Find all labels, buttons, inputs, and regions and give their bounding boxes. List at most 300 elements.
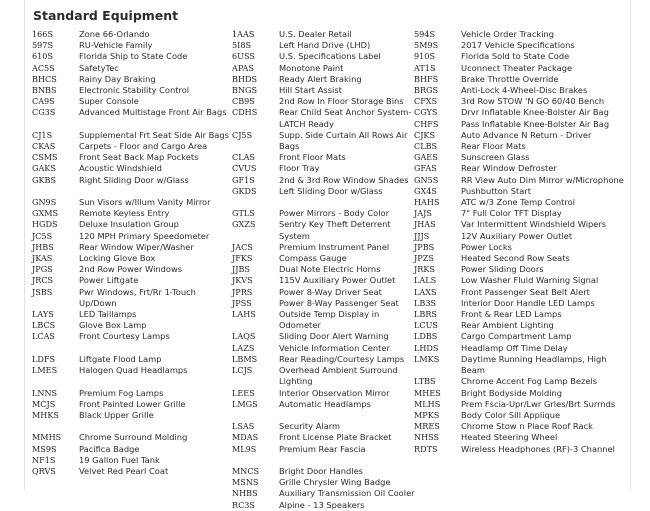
equipment-row xyxy=(32,331,237,342)
equipment-row xyxy=(232,74,417,85)
equipment-row xyxy=(32,119,237,130)
equipment-code: 597S xyxy=(32,40,53,51)
equipment-description: Locking Glove Box xyxy=(79,253,156,264)
equipment-row xyxy=(232,242,417,253)
equipment-row xyxy=(32,399,237,410)
equipment-column-2 xyxy=(232,29,417,511)
equipment-row xyxy=(414,432,629,443)
equipment-code: NHSS xyxy=(414,432,440,443)
equipment-code: CA9S xyxy=(32,96,55,107)
equipment-row xyxy=(414,444,629,455)
equipment-row xyxy=(232,365,417,387)
equipment-code: LAHS xyxy=(232,309,256,320)
equipment-code: CGYS xyxy=(414,107,438,118)
equipment-code: JPZS xyxy=(414,253,434,264)
equipment-code: JJBS xyxy=(232,264,250,275)
equipment-row xyxy=(414,163,629,174)
equipment-description: Front Seat Back Map Pockets xyxy=(79,152,199,163)
equipment-row xyxy=(32,253,237,264)
equipment-row xyxy=(32,175,237,186)
equipment-row xyxy=(414,343,629,354)
equipment-code: JFKS xyxy=(232,253,253,264)
equipment-code: MNCS xyxy=(232,465,260,476)
equipment-code: LAXS xyxy=(414,286,437,297)
equipment-row xyxy=(414,231,629,242)
equipment-code: GKDS xyxy=(232,185,257,196)
equipment-row xyxy=(414,298,629,309)
equipment-code xyxy=(32,421,79,432)
equipment-row xyxy=(32,421,237,432)
equipment-code: MSNS xyxy=(232,477,259,488)
equipment-description: Front License Plate Bracket xyxy=(279,432,392,443)
equipment-description: 2nd Row Power Windows xyxy=(79,264,183,275)
equipment-row xyxy=(232,432,417,443)
equipment-row xyxy=(232,107,417,129)
equipment-row xyxy=(414,175,629,186)
equipment-row xyxy=(32,163,237,174)
equipment-description: Zone 66-Orlando xyxy=(79,29,150,39)
equipment-row xyxy=(414,85,629,96)
equipment-description: 120 MPH Primary Speedometer xyxy=(79,230,210,241)
equipment-row xyxy=(32,96,237,107)
equipment-row xyxy=(414,141,629,152)
equipment-description: Ready Alert Braking xyxy=(279,73,362,84)
equipment-description: Pwr Windows, Frt/Rr 1-Touch Up/Down xyxy=(79,286,196,308)
equipment-row xyxy=(32,432,237,443)
equipment-description: Super Console xyxy=(79,96,139,107)
equipment-code: 5I8S xyxy=(232,40,252,51)
equipment-code: LSAS xyxy=(232,421,255,432)
equipment-code: GAKS xyxy=(32,163,56,174)
equipment-row xyxy=(32,354,237,365)
equipment-code: GTLS xyxy=(232,208,255,219)
equipment-description: Power 8-Way Driver Seat xyxy=(279,286,382,297)
equipment-code: JJJS xyxy=(414,230,430,241)
equipment-row xyxy=(32,388,237,399)
equipment-description: Rear Window Wiper/Washer xyxy=(79,241,194,252)
equipment-description: Black Upper Grille xyxy=(79,409,154,420)
equipment-row xyxy=(414,287,629,298)
equipment-description: Power Mirrors - Body Color xyxy=(279,208,390,219)
equipment-description: Rear Ambient Lighting xyxy=(461,320,554,331)
equipment-row xyxy=(232,455,417,466)
equipment-description: Rear Floor Mats xyxy=(461,141,526,152)
equipment-row xyxy=(414,388,629,399)
equipment-description: Front Floor Mats xyxy=(279,152,346,163)
equipment-code: BHCS xyxy=(32,73,57,84)
equipment-code: JPSS xyxy=(232,297,252,308)
equipment-description: Prem Fscia-Upr/Lwr Grles/Brt Surrnds xyxy=(461,398,616,409)
equipment-description: Halogen Quad Headlamps xyxy=(79,365,188,376)
equipment-code: CSMS xyxy=(32,152,58,163)
equipment-code: HAHS xyxy=(414,197,440,208)
equipment-description: Low Washer Fluid Warning Signal xyxy=(461,275,599,286)
equipment-row xyxy=(414,253,629,264)
equipment-row xyxy=(232,477,417,488)
equipment-description: Advanced Multistage Front Air Bags xyxy=(79,107,227,118)
equipment-row xyxy=(32,309,237,320)
equipment-code: CG3S xyxy=(32,107,56,118)
equipment-code: GN9S xyxy=(32,197,57,208)
equipment-description: Pass Inflatable Knee-Bolster Air Bag xyxy=(461,118,610,129)
equipment-code: APAS xyxy=(232,62,254,73)
equipment-row xyxy=(414,264,629,275)
equipment-row xyxy=(232,444,417,455)
equipment-row xyxy=(32,40,237,51)
equipment-description: 19 Gallon Fuel Tank xyxy=(79,454,160,465)
equipment-description: Anti-Lock 4-Wheel-Disc Brakes xyxy=(461,85,588,96)
equipment-row xyxy=(414,354,629,376)
equipment-row xyxy=(32,141,237,152)
equipment-code: MS9S xyxy=(32,443,57,454)
equipment-row xyxy=(414,320,629,331)
equipment-row xyxy=(414,421,629,432)
equipment-row xyxy=(32,130,237,141)
equipment-code: CJKS xyxy=(414,129,436,140)
equipment-row xyxy=(232,85,417,96)
equipment-description: Uconnect Theater Package xyxy=(461,62,573,73)
equipment-code xyxy=(32,119,79,130)
equipment-description: Pushbutton Start xyxy=(461,185,531,196)
equipment-description: Sentry Key Theft Deterrent System xyxy=(279,219,391,241)
equipment-code: CDHS xyxy=(232,107,258,118)
equipment-description: Daytime Running Headlamps, High Beam xyxy=(461,353,607,376)
equipment-code: LAQS xyxy=(232,331,256,342)
equipment-description: 7" Full Color TFT Display xyxy=(461,208,562,219)
equipment-description: Sunscreen Glass xyxy=(461,152,530,163)
equipment-row xyxy=(414,96,629,107)
equipment-row xyxy=(32,63,237,74)
equipment-description: Body Color Sill Applique xyxy=(461,409,561,420)
equipment-row xyxy=(414,331,629,342)
equipment-row xyxy=(32,242,237,253)
equipment-code: GKBS xyxy=(32,174,57,185)
equipment-row xyxy=(414,197,629,208)
equipment-row xyxy=(232,298,417,309)
equipment-row xyxy=(32,444,237,455)
equipment-row xyxy=(32,186,237,197)
equipment-code: LAYS xyxy=(32,309,54,320)
equipment-row xyxy=(232,29,417,40)
equipment-row xyxy=(232,40,417,51)
equipment-code: HGDS xyxy=(32,219,58,230)
equipment-description: Rear Reading/Courtesy Lamps xyxy=(279,353,405,364)
equipment-code: QRVS xyxy=(32,465,56,476)
equipment-code: 1AAS xyxy=(232,29,255,39)
equipment-row xyxy=(32,85,237,96)
equipment-code: LMES xyxy=(32,365,58,376)
equipment-description: Acoustic Windshield xyxy=(79,163,162,174)
equipment-code: AT1S xyxy=(414,62,436,73)
equipment-code: LDBS xyxy=(414,331,438,342)
equipment-row xyxy=(232,309,417,331)
equipment-description: Chrome Surround Molding xyxy=(79,432,188,443)
equipment-code: CJ1S xyxy=(32,129,53,140)
equipment-row xyxy=(232,388,417,399)
equipment-row xyxy=(232,175,417,186)
equipment-code: CLBS xyxy=(414,141,438,152)
equipment-code: 910S xyxy=(414,51,435,62)
equipment-code: MMHS xyxy=(32,432,62,443)
equipment-code: LCUS xyxy=(414,320,438,331)
equipment-description: Interior Observation Mirror xyxy=(279,387,390,398)
equipment-code: 166S xyxy=(32,29,53,39)
equipment-code: JPBS xyxy=(414,241,435,252)
equipment-row xyxy=(232,63,417,74)
equipment-row xyxy=(232,354,417,365)
equipment-description: Deluxe Insulation Group xyxy=(79,219,179,230)
equipment-row xyxy=(32,455,237,466)
equipment-description: Supp. Side Curtain All Rows Air Bags xyxy=(279,129,408,152)
equipment-description: Premium Instrument Panel xyxy=(279,241,390,252)
equipment-row xyxy=(32,231,237,242)
equipment-description: U.S. Dealer Retail xyxy=(279,29,352,39)
equipment-code: LAZS xyxy=(232,342,255,353)
equipment-row xyxy=(232,96,417,107)
equipment-code: LNNS xyxy=(32,387,58,398)
equipment-row xyxy=(32,107,237,118)
equipment-row xyxy=(414,130,629,141)
equipment-description: Floor Tray xyxy=(279,163,320,174)
equipment-description: Supplemental Frt Seat Side Air Bags xyxy=(79,129,229,140)
equipment-description: RR View Auto Dim Mirror w/Microphone xyxy=(461,174,624,185)
equipment-description: Rear Window Defroster xyxy=(461,163,557,174)
equipment-code: MPKS xyxy=(414,409,440,420)
equipment-description: Left Sliding Door w/Glass xyxy=(279,185,383,196)
equipment-row xyxy=(232,51,417,62)
equipment-row xyxy=(414,107,629,118)
equipment-code: RC3S xyxy=(232,499,255,510)
equipment-row xyxy=(414,63,629,74)
equipment-code: CFXS xyxy=(414,96,438,107)
equipment-code: JKAS xyxy=(32,253,53,264)
equipment-code xyxy=(232,455,279,466)
equipment-description: Chrome Accent Fog Lamp Bezels xyxy=(461,376,598,387)
equipment-code: LDFS xyxy=(32,353,56,364)
equipment-code: CHFS xyxy=(414,118,439,129)
equipment-description: Outside Temp Display in Odometer xyxy=(279,309,380,331)
equipment-row xyxy=(232,152,417,163)
equipment-description: Sun Visors w/Illum Vanity Mirror xyxy=(79,197,211,208)
equipment-description: 2nd & 3rd Row Window Shades xyxy=(279,174,409,185)
equipment-code: NHBS xyxy=(232,488,258,499)
equipment-row xyxy=(414,399,629,410)
equipment-row xyxy=(232,253,417,264)
equipment-code: JACS xyxy=(232,241,253,252)
equipment-code: MRES xyxy=(414,421,440,432)
equipment-code: JPRS xyxy=(232,286,253,297)
equipment-code: JRKS xyxy=(414,264,435,275)
equipment-code: JKVS xyxy=(232,275,253,286)
equipment-row xyxy=(414,208,629,219)
equipment-code: LBMS xyxy=(232,353,258,364)
equipment-code: MCJS xyxy=(32,398,56,409)
equipment-description: Headlamp Off Time Delay xyxy=(461,342,568,353)
equipment-code: GF1S xyxy=(232,174,255,185)
equipment-row xyxy=(32,410,237,421)
equipment-code: LMGS xyxy=(232,398,258,409)
equipment-code: GN5S xyxy=(414,174,439,185)
equipment-description: ATC w/3 Zone Temp Control xyxy=(461,197,576,208)
equipment-description: LED Taillamps xyxy=(79,309,137,320)
equipment-row xyxy=(414,74,629,85)
equipment-code xyxy=(32,376,79,387)
equipment-description: Chrome Stow n Place Roof Rack xyxy=(461,421,593,432)
equipment-description: 115V Auxiliary Power Outlet xyxy=(279,275,396,286)
equipment-code: CVUS xyxy=(232,163,257,174)
equipment-code: GX4S xyxy=(414,185,437,196)
equipment-column-1 xyxy=(32,29,237,477)
equipment-description: 3rd Row STOW 'N GO 60/40 Bench xyxy=(461,96,605,107)
equipment-code: MDAS xyxy=(232,432,259,443)
equipment-code: BNGS xyxy=(232,85,258,96)
equipment-column-3 xyxy=(414,29,629,455)
equipment-row xyxy=(32,376,237,387)
equipment-row xyxy=(232,163,417,174)
equipment-row xyxy=(32,365,237,376)
equipment-description: Wireless Headphones (RF)-3 Channel xyxy=(461,443,615,454)
equipment-description: Dual Note Electric Horns xyxy=(279,264,381,275)
equipment-row xyxy=(232,466,417,477)
equipment-row xyxy=(232,275,417,286)
equipment-code xyxy=(32,186,79,197)
equipment-code: JSBS xyxy=(32,286,53,297)
equipment-code xyxy=(232,197,279,208)
equipment-row xyxy=(414,29,629,40)
equipment-code: LB3S xyxy=(414,297,437,308)
equipment-description: Auto Advance N Return - Driver xyxy=(461,129,592,140)
equipment-description: Power 8-Way Passenger Seat xyxy=(279,297,399,308)
equipment-code: LCJS xyxy=(232,365,253,376)
equipment-description: 12V Auxiliary Power Outlet xyxy=(461,230,573,241)
equipment-description: 2017 Vehicle Specifications xyxy=(461,40,575,51)
equipment-description: U.S. Specifications Label xyxy=(279,51,381,62)
equipment-row xyxy=(414,309,629,320)
equipment-description: Liftgate Flood Lamp xyxy=(79,353,162,364)
equipment-description: Remote Keyless Entry xyxy=(79,208,170,219)
equipment-description: Premium Rear Fascia xyxy=(279,443,366,454)
equipment-code: BHDS xyxy=(232,73,258,84)
equipment-description: Interior Door Handle LED Lamps xyxy=(461,297,595,308)
equipment-code: LBRS xyxy=(414,309,437,320)
equipment-row xyxy=(232,488,417,499)
equipment-row xyxy=(414,40,629,51)
equipment-description: Security Alarm xyxy=(279,421,341,432)
equipment-row xyxy=(32,466,237,477)
equipment-row xyxy=(32,197,237,208)
equipment-description: Automatic Headlamps xyxy=(279,398,371,409)
equipment-description: Power Sliding Doors xyxy=(461,264,544,275)
equipment-row xyxy=(232,410,417,421)
equipment-description: Front Painted Lower Grille xyxy=(79,398,186,409)
equipment-row xyxy=(32,219,237,230)
equipment-description: Carpets - Floor and Cargo Area xyxy=(79,141,208,152)
equipment-description: Auxiliary Transmission Oil Cooler xyxy=(279,488,415,499)
equipment-code: GAES xyxy=(414,152,438,163)
equipment-row xyxy=(414,119,629,130)
equipment-code: JHBS xyxy=(32,241,54,252)
equipment-code: BRGS xyxy=(414,85,439,96)
equipment-description: Monotone Paint xyxy=(279,62,344,73)
equipment-code: NF1S xyxy=(32,454,56,465)
equipment-code: MLHS xyxy=(414,398,441,409)
equipment-row xyxy=(414,219,629,230)
equipment-code: 5M9S xyxy=(414,40,439,51)
equipment-row xyxy=(32,264,237,275)
equipment-row xyxy=(232,500,417,511)
equipment-row xyxy=(32,152,237,163)
equipment-row xyxy=(232,219,417,241)
equipment-row xyxy=(232,186,417,197)
equipment-description: Front Passenger Seat Belt Alert xyxy=(461,286,590,297)
equipment-row xyxy=(32,51,237,62)
equipment-row xyxy=(32,29,237,40)
equipment-code: CJ5S xyxy=(232,129,253,140)
equipment-description: SafetyTec xyxy=(79,62,119,73)
equipment-row xyxy=(32,343,237,354)
equipment-code: LMKS xyxy=(414,353,440,364)
equipment-description: Vehicle Information Center xyxy=(279,342,390,353)
equipment-description: Rainy Day Braking xyxy=(79,73,156,84)
equipment-description: Front Courtesy Lamps xyxy=(79,331,170,342)
equipment-code: GFAS xyxy=(414,163,437,174)
equipment-code: LBCS xyxy=(32,320,56,331)
equipment-description: Power Locks xyxy=(461,241,512,252)
equipment-row xyxy=(414,376,629,387)
equipment-description: Electronic Stability Control xyxy=(79,85,190,96)
equipment-row xyxy=(232,197,417,208)
equipment-row xyxy=(232,208,417,219)
equipment-description: Rear Child Seat Anchor System-LATCH Ready xyxy=(279,107,412,129)
equipment-row xyxy=(232,331,417,342)
equipment-description: Bright Door Handles xyxy=(279,465,363,476)
equipment-description: Left Hand Drive (LHD) xyxy=(279,40,371,51)
equipment-row xyxy=(32,287,237,309)
equipment-description: 2nd Row In Floor Storage Bins xyxy=(279,96,404,107)
equipment-row xyxy=(232,421,417,432)
equipment-row xyxy=(414,275,629,286)
equipment-code: LALS xyxy=(414,275,437,286)
equipment-description: Bright Bodyside Molding xyxy=(461,387,563,398)
equipment-description: Pacifica Badge xyxy=(79,443,140,454)
equipment-row xyxy=(32,320,237,331)
equipment-code xyxy=(232,410,279,421)
equipment-description: Heated Second Row Seats xyxy=(461,253,570,264)
equipment-row xyxy=(232,343,417,354)
equipment-code: ML9S xyxy=(232,443,257,454)
equipment-code: JAJS xyxy=(414,208,432,219)
equipment-code: BHFS xyxy=(414,73,439,84)
equipment-description: Sliding Door Alert Warning xyxy=(279,331,389,342)
equipment-row xyxy=(414,152,629,163)
equipment-description: Alpine - 13 Speakers xyxy=(279,499,365,510)
equipment-description: Vehicle Order Tracking xyxy=(461,29,555,39)
equipment-code: CKAS xyxy=(32,141,56,152)
equipment-description: Drvr Inflatable Knee-Bolster Air Bag xyxy=(461,107,609,118)
equipment-row xyxy=(32,208,237,219)
equipment-row xyxy=(414,51,629,62)
equipment-code: JC5S xyxy=(32,230,53,241)
equipment-row xyxy=(414,186,629,197)
equipment-code: BNBS xyxy=(32,85,57,96)
equipment-row xyxy=(32,74,237,85)
equipment-code: GXMS xyxy=(32,208,59,219)
section-title: Standard Equipment xyxy=(33,8,179,23)
equipment-description: Florida Ship to State Code xyxy=(79,51,188,62)
equipment-code: LEES xyxy=(232,387,255,398)
equipment-description: Grille Chrysler Wing Badge xyxy=(279,477,391,488)
equipment-description: Right Sliding Door w/Glass xyxy=(79,174,189,185)
